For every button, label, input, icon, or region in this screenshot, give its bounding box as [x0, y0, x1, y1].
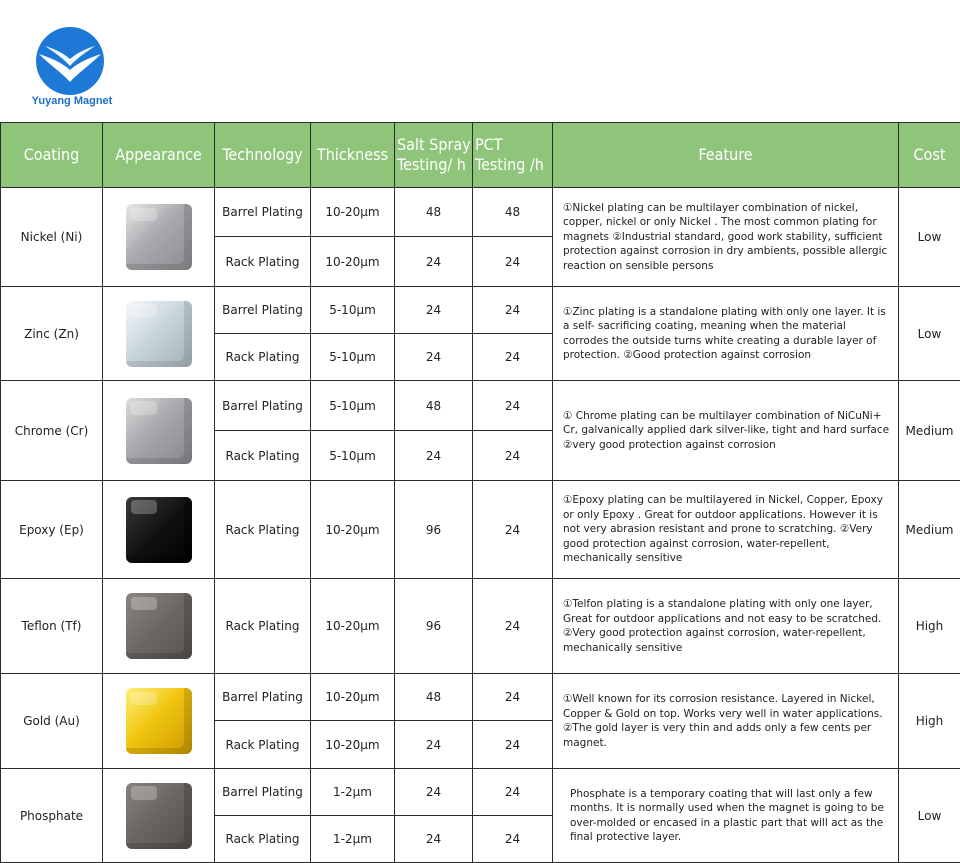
header-coating: Coating [1, 123, 103, 188]
header-appearance: Appearance [103, 123, 215, 188]
teflon-cube-image [126, 593, 192, 659]
salt-spray-cell: 24 [395, 237, 473, 287]
appearance-cell [103, 287, 215, 381]
table-header-row [1, 123, 960, 188]
thickness-cell: 10-20μm [311, 481, 395, 579]
coating-comparison-table [0, 122, 960, 863]
coating-name: Nickel (Ni) [1, 188, 103, 287]
header-feature: Feature [553, 123, 899, 188]
cost-cell: Low [899, 769, 960, 863]
coating-name: Phosphate [1, 769, 103, 863]
table-row [1, 381, 960, 431]
pct-cell: 24 [473, 816, 553, 863]
salt-spray-cell: 48 [395, 674, 473, 721]
technology-cell: Barrel Plating [215, 287, 311, 334]
coating-name: Teflon (Tf) [1, 579, 103, 674]
salt-spray-cell: 24 [395, 287, 473, 334]
technology-cell: Rack Plating [215, 816, 311, 863]
table-row [1, 287, 960, 334]
pct-cell: 24 [473, 579, 553, 674]
feature-cell: ① Chrome plating can be multilayer combination of NiCuNi+ Cr, galvanically applied dark silver-like, tight and hard surface ②very good protection against corrosion [553, 381, 899, 481]
cost-cell: Medium [899, 481, 960, 579]
pct-cell: 48 [473, 188, 553, 237]
technology-cell: Rack Plating [215, 721, 311, 769]
appearance-cell [103, 674, 215, 769]
brand-logo [22, 22, 118, 112]
salt-spray-cell: 96 [395, 481, 473, 579]
pct-cell: 24 [473, 721, 553, 769]
feature-cell: ①Epoxy plating can be multilayered in Nickel, Copper, Epoxy or only Epoxy . Great for outdoor applications. However it is not very abrasion resistant and prone to scratching. ②Very good protection against corrosion, water-repellent, mechanically sensitive [553, 481, 899, 579]
thickness-cell: 5-10μm [311, 334, 395, 381]
thickness-cell: 10-20μm [311, 579, 395, 674]
salt-spray-cell: 24 [395, 431, 473, 481]
pct-cell: 24 [473, 481, 553, 579]
feature-cell: ①Nickel plating can be multilayer combination of nickel, copper, nickel or only Nickel . The most common plating for magnets ②Industrial standard, good work stability, sufficient protection against corrosion in dry ambients, possible allergic reaction on sensible persons [553, 188, 899, 287]
pct-cell: 24 [473, 769, 553, 816]
pct-cell: 24 [473, 674, 553, 721]
technology-cell: Barrel Plating [215, 381, 311, 431]
header-pct: PCT Testing /h [473, 123, 553, 188]
table-row [1, 188, 960, 237]
appearance-cell [103, 579, 215, 674]
thickness-cell: 10-20μm [311, 237, 395, 287]
thickness-cell: 1-2μm [311, 769, 395, 816]
thickness-cell: 5-10μm [311, 287, 395, 334]
salt-spray-cell: 24 [395, 334, 473, 381]
header-technology: Technology [215, 123, 311, 188]
technology-cell: Rack Plating [215, 579, 311, 674]
cost-cell: Medium [899, 381, 960, 481]
salt-spray-cell: 24 [395, 721, 473, 769]
gold-cube-image [126, 688, 192, 754]
coating-name: Gold (Au) [1, 674, 103, 769]
pct-cell: 24 [473, 287, 553, 334]
table-row [1, 481, 960, 579]
salt-spray-cell: 24 [395, 816, 473, 863]
technology-cell: Barrel Plating [215, 769, 311, 816]
technology-cell: Barrel Plating [215, 188, 311, 237]
appearance-cell [103, 481, 215, 579]
pct-cell: 24 [473, 237, 553, 287]
table-row [1, 579, 960, 674]
table-row [1, 769, 960, 816]
header-cost: Cost [899, 123, 960, 188]
cost-cell: Low [899, 188, 960, 287]
feature-cell: ①Zinc plating is a standalone plating with only one layer. It is a self- sacrificing coating, meaning when the material corrodes the outside turns white creating a durable layer of protection. ②Good protection against corrosion [553, 287, 899, 381]
chrome-cube-image [126, 398, 192, 464]
pct-cell: 24 [473, 431, 553, 481]
cost-cell: Low [899, 287, 960, 381]
cost-cell: High [899, 579, 960, 674]
table-row [1, 674, 960, 721]
appearance-cell [103, 188, 215, 287]
zinc-cube-image [126, 301, 192, 367]
technology-cell: Rack Plating [215, 334, 311, 381]
appearance-cell [103, 381, 215, 481]
salt-spray-cell: 24 [395, 769, 473, 816]
thickness-cell: 10-20μm [311, 721, 395, 769]
epoxy-cube-image [126, 497, 192, 563]
salt-spray-cell: 48 [395, 381, 473, 431]
coating-name: Chrome (Cr) [1, 381, 103, 481]
appearance-cell [103, 769, 215, 863]
thickness-cell: 1-2μm [311, 816, 395, 863]
coating-name: Zinc (Zn) [1, 287, 103, 381]
pct-cell: 24 [473, 381, 553, 431]
feature-cell: Phosphate is a temporary coating that will last only a few months. It is normally used when the magnet is going to be over-molded or encased in a plastic part that will act as the final protective layer. [553, 769, 899, 863]
thickness-cell: 10-20μm [311, 674, 395, 721]
feature-cell: ①Telfon plating is a standalone plating with only one layer, Great for outdoor applications and not easy to be scratched. ②Very good protection against corrosion, water-repellent, mechanically sensitive [553, 579, 899, 674]
coating-name: Epoxy (Ep) [1, 481, 103, 579]
pct-cell: 24 [473, 334, 553, 381]
technology-cell: Rack Plating [215, 237, 311, 287]
thickness-cell: 5-10μm [311, 381, 395, 431]
header-salt-spray: Salt Spray Testing/ h [395, 123, 473, 188]
technology-cell: Rack Plating [215, 431, 311, 481]
phosphate-cube-image [126, 783, 192, 849]
technology-cell: Barrel Plating [215, 674, 311, 721]
salt-spray-cell: 48 [395, 188, 473, 237]
thickness-cell: 10-20μm [311, 188, 395, 237]
thickness-cell: 5-10μm [311, 431, 395, 481]
yuyang-logo-icon [35, 26, 105, 96]
cost-cell: High [899, 674, 960, 769]
salt-spray-cell: 96 [395, 579, 473, 674]
technology-cell: Rack Plating [215, 481, 311, 579]
feature-cell: ①Well known for its corrosion resistance. Layered in Nickel, Copper & Gold on top. Works very well in water applications. ②The gold layer is very thin and adds only a few cents per magnet. [553, 674, 899, 769]
brand-name: Yuyang Magnet [31, 95, 113, 107]
header-thickness: Thickness [311, 123, 395, 188]
nickel-cube-image [126, 204, 192, 270]
